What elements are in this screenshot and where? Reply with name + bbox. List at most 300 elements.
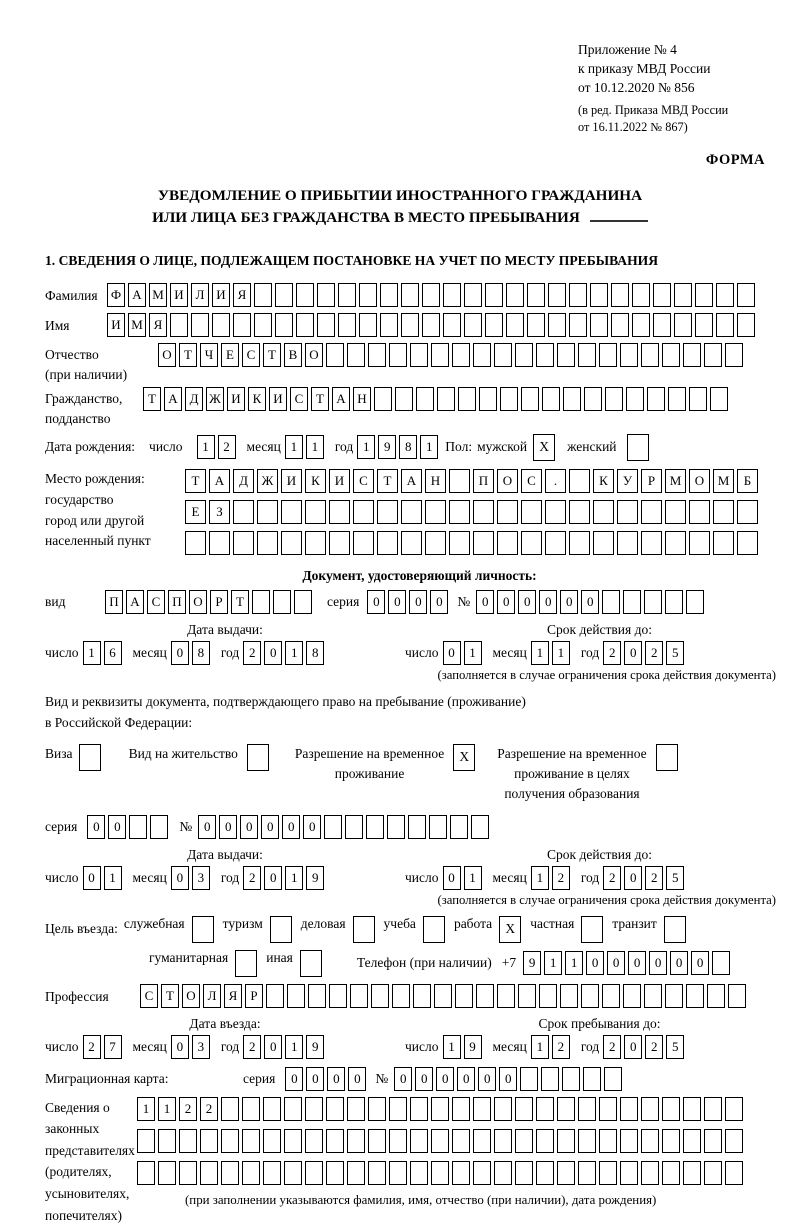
char-cell[interactable] — [689, 387, 707, 411]
char-cell[interactable] — [683, 1097, 701, 1121]
char-cell[interactable]: . — [545, 469, 566, 493]
char-cell[interactable] — [296, 313, 314, 337]
char-cell[interactable] — [674, 283, 692, 307]
char-cell[interactable] — [593, 531, 614, 555]
char-cell[interactable]: Т — [161, 984, 179, 1008]
char-cell[interactable] — [137, 1129, 155, 1153]
char-cell[interactable] — [401, 500, 422, 524]
char-cell[interactable] — [617, 531, 638, 555]
char-cell[interactable]: 1 — [104, 866, 122, 890]
char-cell[interactable]: 0 — [560, 590, 578, 614]
char-cell[interactable] — [450, 815, 468, 839]
char-cell[interactable]: У — [617, 469, 638, 493]
char-cell[interactable]: И — [329, 469, 350, 493]
char-cell[interactable]: 8 — [192, 641, 210, 665]
char-cell[interactable]: 0 — [670, 951, 688, 975]
char-cell[interactable]: 0 — [388, 590, 406, 614]
char-cell[interactable] — [581, 984, 599, 1008]
char-cell[interactable] — [422, 313, 440, 337]
sex-male-checkbox[interactable]: X — [533, 434, 555, 461]
char-cell[interactable] — [584, 387, 602, 411]
char-cell[interactable]: 1 — [285, 1035, 303, 1059]
char-cell[interactable] — [305, 500, 326, 524]
char-cell[interactable] — [683, 1129, 701, 1153]
char-cell[interactable]: Я — [149, 313, 167, 337]
char-cell[interactable]: 1 — [285, 866, 303, 890]
char-cell[interactable] — [158, 1161, 176, 1185]
char-cell[interactable] — [305, 1161, 323, 1185]
char-cell[interactable] — [557, 1161, 575, 1185]
char-cell[interactable]: О — [305, 343, 323, 367]
char-cell[interactable] — [578, 1097, 596, 1121]
char-cell[interactable]: 1 — [137, 1097, 155, 1121]
char-cell[interactable]: 0 — [624, 641, 642, 665]
char-cell[interactable]: 1 — [464, 641, 482, 665]
char-cell[interactable]: 0 — [518, 590, 536, 614]
char-cell[interactable] — [527, 313, 545, 337]
char-cell[interactable] — [494, 1129, 512, 1153]
char-cell[interactable]: 1 — [420, 435, 438, 459]
char-cell[interactable] — [326, 1129, 344, 1153]
char-cell[interactable]: 1 — [464, 866, 482, 890]
char-cell[interactable]: И — [212, 283, 230, 307]
char-cell[interactable]: Д — [233, 469, 254, 493]
char-cell[interactable] — [497, 500, 518, 524]
char-cell[interactable]: А — [209, 469, 230, 493]
char-cell[interactable]: 0 — [264, 641, 282, 665]
char-cell[interactable]: 0 — [171, 866, 189, 890]
char-cell[interactable] — [287, 984, 305, 1008]
char-cell[interactable] — [683, 343, 701, 367]
char-cell[interactable] — [425, 531, 446, 555]
char-cell[interactable]: 0 — [443, 641, 461, 665]
char-cell[interactable] — [665, 500, 686, 524]
char-cell[interactable]: М — [665, 469, 686, 493]
char-cell[interactable] — [686, 984, 704, 1008]
char-cell[interactable] — [704, 343, 722, 367]
char-cell[interactable]: А — [401, 469, 422, 493]
char-cell[interactable] — [725, 343, 743, 367]
business-checkbox[interactable] — [353, 916, 375, 943]
char-cell[interactable] — [539, 984, 557, 1008]
char-cell[interactable] — [548, 283, 566, 307]
char-cell[interactable] — [641, 531, 662, 555]
char-cell[interactable]: 0 — [198, 815, 216, 839]
char-cell[interactable] — [569, 500, 590, 524]
char-cell[interactable] — [515, 343, 533, 367]
study-checkbox[interactable] — [423, 916, 445, 943]
char-cell[interactable] — [494, 343, 512, 367]
char-cell[interactable] — [548, 313, 566, 337]
char-cell[interactable] — [329, 531, 350, 555]
char-cell[interactable] — [191, 313, 209, 337]
sex-female-checkbox[interactable] — [627, 434, 649, 461]
char-cell[interactable]: Л — [203, 984, 221, 1008]
char-cell[interactable]: 2 — [603, 866, 621, 890]
char-cell[interactable] — [371, 984, 389, 1008]
char-cell[interactable] — [326, 1097, 344, 1121]
char-cell[interactable]: Т — [179, 343, 197, 367]
char-cell[interactable] — [686, 590, 704, 614]
char-cell[interactable] — [707, 984, 725, 1008]
char-cell[interactable]: С — [242, 343, 260, 367]
char-cell[interactable]: И — [107, 313, 125, 337]
char-cell[interactable] — [464, 313, 482, 337]
char-cell[interactable] — [713, 500, 734, 524]
char-cell[interactable] — [653, 313, 671, 337]
char-cell[interactable]: 0 — [607, 951, 625, 975]
char-cell[interactable]: С — [353, 469, 374, 493]
char-cell[interactable] — [578, 1161, 596, 1185]
char-cell[interactable] — [179, 1129, 197, 1153]
char-cell[interactable] — [704, 1129, 722, 1153]
char-cell[interactable] — [695, 313, 713, 337]
char-cell[interactable] — [557, 1097, 575, 1121]
char-cell[interactable] — [200, 1161, 218, 1185]
char-cell[interactable]: 9 — [523, 951, 541, 975]
char-cell[interactable] — [515, 1161, 533, 1185]
temp-permit-checkbox[interactable]: X — [453, 744, 475, 771]
char-cell[interactable]: 2 — [243, 866, 261, 890]
char-cell[interactable] — [359, 313, 377, 337]
char-cell[interactable]: Е — [221, 343, 239, 367]
char-cell[interactable] — [473, 343, 491, 367]
char-cell[interactable] — [683, 1161, 701, 1185]
char-cell[interactable]: 0 — [83, 866, 101, 890]
char-cell[interactable] — [338, 313, 356, 337]
char-cell[interactable] — [455, 984, 473, 1008]
char-cell[interactable] — [425, 500, 446, 524]
char-cell[interactable] — [725, 1097, 743, 1121]
char-cell[interactable] — [494, 1161, 512, 1185]
char-cell[interactable] — [281, 531, 302, 555]
char-cell[interactable]: 0 — [394, 1067, 412, 1091]
char-cell[interactable] — [275, 283, 293, 307]
char-cell[interactable] — [326, 343, 344, 367]
char-cell[interactable]: 2 — [645, 641, 663, 665]
char-cell[interactable] — [583, 1067, 601, 1091]
char-cell[interactable] — [221, 1129, 239, 1153]
char-cell[interactable] — [620, 1161, 638, 1185]
char-cell[interactable] — [611, 313, 629, 337]
char-cell[interactable]: Т — [263, 343, 281, 367]
char-cell[interactable] — [599, 1097, 617, 1121]
char-cell[interactable] — [129, 815, 147, 839]
char-cell[interactable] — [329, 984, 347, 1008]
char-cell[interactable] — [284, 1161, 302, 1185]
char-cell[interactable]: 2 — [179, 1097, 197, 1121]
char-cell[interactable] — [521, 500, 542, 524]
char-cell[interactable] — [347, 343, 365, 367]
char-cell[interactable] — [536, 1129, 554, 1153]
char-cell[interactable]: Р — [641, 469, 662, 493]
char-cell[interactable] — [518, 984, 536, 1008]
char-cell[interactable] — [350, 984, 368, 1008]
char-cell[interactable]: 0 — [415, 1067, 433, 1091]
char-cell[interactable] — [366, 815, 384, 839]
char-cell[interactable] — [170, 313, 188, 337]
char-cell[interactable]: И — [269, 387, 287, 411]
char-cell[interactable]: 0 — [171, 1035, 189, 1059]
char-cell[interactable] — [578, 343, 596, 367]
char-cell[interactable] — [221, 1161, 239, 1185]
char-cell[interactable]: М — [713, 469, 734, 493]
char-cell[interactable]: 0 — [171, 641, 189, 665]
char-cell[interactable]: Т — [231, 590, 249, 614]
char-cell[interactable]: И — [227, 387, 245, 411]
char-cell[interactable] — [305, 1097, 323, 1121]
char-cell[interactable]: Р — [210, 590, 228, 614]
char-cell[interactable]: 2 — [603, 641, 621, 665]
char-cell[interactable] — [545, 531, 566, 555]
char-cell[interactable] — [623, 984, 641, 1008]
char-cell[interactable]: 0 — [367, 590, 385, 614]
char-cell[interactable] — [338, 283, 356, 307]
char-cell[interactable]: 0 — [282, 815, 300, 839]
char-cell[interactable]: 1 — [531, 1035, 549, 1059]
char-cell[interactable] — [233, 313, 251, 337]
char-cell[interactable]: О — [189, 590, 207, 614]
char-cell[interactable]: 2 — [552, 866, 570, 890]
char-cell[interactable] — [308, 984, 326, 1008]
char-cell[interactable] — [557, 1129, 575, 1153]
char-cell[interactable] — [545, 500, 566, 524]
char-cell[interactable] — [605, 387, 623, 411]
char-cell[interactable]: Т — [143, 387, 161, 411]
char-cell[interactable]: Е — [185, 500, 206, 524]
char-cell[interactable] — [377, 500, 398, 524]
char-cell[interactable]: 2 — [603, 1035, 621, 1059]
char-cell[interactable] — [374, 387, 392, 411]
char-cell[interactable]: 1 — [306, 435, 324, 459]
char-cell[interactable]: 1 — [285, 435, 303, 459]
char-cell[interactable]: А — [164, 387, 182, 411]
char-cell[interactable]: 7 — [104, 1035, 122, 1059]
char-cell[interactable]: 9 — [464, 1035, 482, 1059]
char-cell[interactable] — [515, 1129, 533, 1153]
char-cell[interactable] — [257, 500, 278, 524]
char-cell[interactable]: 2 — [645, 1035, 663, 1059]
char-cell[interactable] — [560, 984, 578, 1008]
char-cell[interactable]: 0 — [303, 815, 321, 839]
char-cell[interactable] — [497, 984, 515, 1008]
char-cell[interactable] — [413, 984, 431, 1008]
char-cell[interactable] — [449, 531, 470, 555]
char-cell[interactable] — [737, 531, 758, 555]
char-cell[interactable] — [563, 387, 581, 411]
char-cell[interactable] — [305, 531, 326, 555]
char-cell[interactable] — [359, 283, 377, 307]
char-cell[interactable]: Б — [737, 469, 758, 493]
char-cell[interactable] — [665, 531, 686, 555]
char-cell[interactable]: 2 — [243, 641, 261, 665]
char-cell[interactable] — [520, 1067, 538, 1091]
char-cell[interactable] — [471, 815, 489, 839]
char-cell[interactable] — [515, 1097, 533, 1121]
work-checkbox[interactable]: X — [499, 916, 521, 943]
char-cell[interactable] — [536, 1097, 554, 1121]
char-cell[interactable] — [257, 531, 278, 555]
char-cell[interactable]: 3 — [192, 1035, 210, 1059]
char-cell[interactable]: 0 — [586, 951, 604, 975]
char-cell[interactable] — [716, 283, 734, 307]
transit-checkbox[interactable] — [664, 916, 686, 943]
char-cell[interactable] — [368, 343, 386, 367]
char-cell[interactable] — [242, 1097, 260, 1121]
char-cell[interactable]: С — [140, 984, 158, 1008]
char-cell[interactable] — [380, 313, 398, 337]
char-cell[interactable] — [737, 283, 755, 307]
char-cell[interactable] — [434, 984, 452, 1008]
char-cell[interactable] — [458, 387, 476, 411]
other-checkbox[interactable] — [300, 950, 322, 977]
char-cell[interactable] — [431, 1097, 449, 1121]
char-cell[interactable] — [422, 283, 440, 307]
char-cell[interactable] — [644, 984, 662, 1008]
char-cell[interactable]: 0 — [108, 815, 126, 839]
char-cell[interactable] — [620, 1129, 638, 1153]
char-cell[interactable]: 5 — [666, 641, 684, 665]
char-cell[interactable] — [665, 984, 683, 1008]
char-cell[interactable] — [473, 1097, 491, 1121]
char-cell[interactable] — [641, 1129, 659, 1153]
char-cell[interactable] — [695, 283, 713, 307]
char-cell[interactable]: Р — [245, 984, 263, 1008]
char-cell[interactable] — [452, 1161, 470, 1185]
char-cell[interactable]: 8 — [399, 435, 417, 459]
char-cell[interactable] — [431, 1161, 449, 1185]
char-cell[interactable] — [620, 343, 638, 367]
char-cell[interactable] — [632, 313, 650, 337]
char-cell[interactable]: Н — [425, 469, 446, 493]
char-cell[interactable]: В — [284, 343, 302, 367]
char-cell[interactable]: Т — [185, 469, 206, 493]
char-cell[interactable] — [674, 313, 692, 337]
char-cell[interactable] — [689, 500, 710, 524]
char-cell[interactable] — [410, 343, 428, 367]
char-cell[interactable] — [449, 500, 470, 524]
char-cell[interactable]: 1 — [531, 641, 549, 665]
char-cell[interactable] — [221, 1097, 239, 1121]
char-cell[interactable] — [599, 343, 617, 367]
char-cell[interactable] — [273, 590, 291, 614]
char-cell[interactable]: 2 — [218, 435, 236, 459]
tourism-checkbox[interactable] — [270, 916, 292, 943]
char-cell[interactable]: 0 — [628, 951, 646, 975]
char-cell[interactable]: Т — [377, 469, 398, 493]
char-cell[interactable] — [389, 343, 407, 367]
official-checkbox[interactable] — [192, 916, 214, 943]
char-cell[interactable]: 2 — [645, 866, 663, 890]
char-cell[interactable] — [401, 283, 419, 307]
char-cell[interactable]: М — [149, 283, 167, 307]
char-cell[interactable] — [473, 531, 494, 555]
char-cell[interactable]: А — [126, 590, 144, 614]
char-cell[interactable] — [728, 984, 746, 1008]
char-cell[interactable] — [541, 1067, 559, 1091]
char-cell[interactable] — [506, 313, 524, 337]
char-cell[interactable] — [479, 387, 497, 411]
char-cell[interactable] — [647, 387, 665, 411]
char-cell[interactable]: З — [209, 500, 230, 524]
char-cell[interactable]: 3 — [192, 866, 210, 890]
char-cell[interactable]: О — [689, 469, 710, 493]
char-cell[interactable] — [653, 283, 671, 307]
char-cell[interactable]: А — [332, 387, 350, 411]
char-cell[interactable] — [353, 500, 374, 524]
char-cell[interactable]: 9 — [306, 866, 324, 890]
char-cell[interactable] — [410, 1161, 428, 1185]
char-cell[interactable] — [665, 590, 683, 614]
char-cell[interactable] — [137, 1161, 155, 1185]
char-cell[interactable]: Т — [311, 387, 329, 411]
char-cell[interactable] — [296, 283, 314, 307]
char-cell[interactable] — [464, 283, 482, 307]
char-cell[interactable] — [485, 283, 503, 307]
char-cell[interactable] — [233, 531, 254, 555]
char-cell[interactable] — [158, 1129, 176, 1153]
char-cell[interactable] — [593, 500, 614, 524]
char-cell[interactable]: П — [105, 590, 123, 614]
char-cell[interactable] — [326, 1161, 344, 1185]
char-cell[interactable] — [602, 590, 620, 614]
char-cell[interactable] — [263, 1129, 281, 1153]
char-cell[interactable] — [569, 283, 587, 307]
char-cell[interactable] — [437, 387, 455, 411]
char-cell[interactable] — [599, 1161, 617, 1185]
char-cell[interactable]: 0 — [478, 1067, 496, 1091]
char-cell[interactable]: 0 — [499, 1067, 517, 1091]
char-cell[interactable]: 0 — [539, 590, 557, 614]
char-cell[interactable] — [443, 313, 461, 337]
char-cell[interactable]: 1 — [443, 1035, 461, 1059]
char-cell[interactable] — [345, 815, 363, 839]
char-cell[interactable]: 5 — [666, 1035, 684, 1059]
char-cell[interactable]: 0 — [327, 1067, 345, 1091]
char-cell[interactable] — [641, 1161, 659, 1185]
char-cell[interactable] — [506, 283, 524, 307]
residence-permit-checkbox[interactable] — [247, 744, 269, 771]
char-cell[interactable]: Д — [185, 387, 203, 411]
char-cell[interactable] — [562, 1067, 580, 1091]
char-cell[interactable] — [368, 1097, 386, 1121]
char-cell[interactable] — [284, 1129, 302, 1153]
char-cell[interactable] — [725, 1129, 743, 1153]
char-cell[interactable] — [569, 469, 590, 493]
char-cell[interactable] — [497, 531, 518, 555]
char-cell[interactable]: 1 — [357, 435, 375, 459]
char-cell[interactable]: П — [473, 469, 494, 493]
char-cell[interactable] — [604, 1067, 622, 1091]
char-cell[interactable]: 0 — [240, 815, 258, 839]
char-cell[interactable] — [623, 590, 641, 614]
char-cell[interactable]: 2 — [200, 1097, 218, 1121]
char-cell[interactable] — [626, 387, 644, 411]
char-cell[interactable] — [542, 387, 560, 411]
char-cell[interactable] — [473, 500, 494, 524]
char-cell[interactable]: 0 — [497, 590, 515, 614]
char-cell[interactable] — [410, 1129, 428, 1153]
char-cell[interactable]: 0 — [87, 815, 105, 839]
char-cell[interactable]: 9 — [378, 435, 396, 459]
char-cell[interactable] — [395, 387, 413, 411]
char-cell[interactable] — [347, 1097, 365, 1121]
char-cell[interactable]: 0 — [264, 1035, 282, 1059]
char-cell[interactable]: К — [593, 469, 614, 493]
char-cell[interactable]: 1 — [83, 641, 101, 665]
char-cell[interactable] — [641, 343, 659, 367]
char-cell[interactable] — [713, 531, 734, 555]
